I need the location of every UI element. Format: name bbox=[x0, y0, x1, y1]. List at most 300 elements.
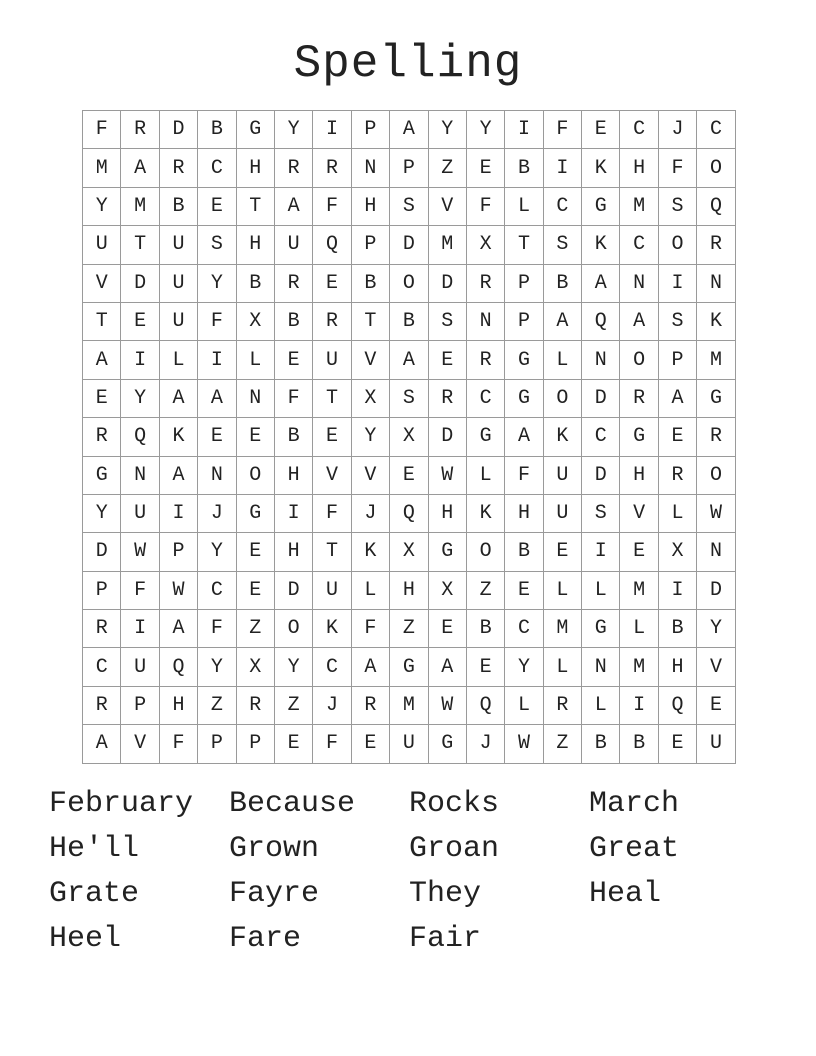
grid-cell: U bbox=[275, 226, 313, 264]
grid-cell: P bbox=[121, 687, 159, 725]
grid-cell: W bbox=[121, 533, 159, 571]
grid-cell: V bbox=[352, 341, 390, 379]
grid-cell: T bbox=[237, 188, 275, 226]
grid-cell: P bbox=[390, 149, 428, 187]
grid-cell: H bbox=[390, 572, 428, 610]
grid-cell: X bbox=[390, 418, 428, 456]
grid-cell: E bbox=[544, 533, 582, 571]
grid-cell: E bbox=[390, 457, 428, 495]
grid-cell: R bbox=[160, 149, 198, 187]
grid-cell: B bbox=[275, 303, 313, 341]
grid-cell: J bbox=[467, 725, 505, 763]
grid-cell: E bbox=[659, 725, 697, 763]
grid-cell: G bbox=[620, 418, 658, 456]
grid-cell: V bbox=[429, 188, 467, 226]
grid-cell: N bbox=[582, 648, 620, 686]
grid-cell: E bbox=[467, 149, 505, 187]
grid-cell: C bbox=[83, 648, 121, 686]
grid-cell: E bbox=[237, 533, 275, 571]
grid-cell: H bbox=[275, 533, 313, 571]
grid-cell: I bbox=[544, 149, 582, 187]
grid-cell: K bbox=[697, 303, 735, 341]
grid-cell: Z bbox=[237, 610, 275, 648]
grid-cell: G bbox=[697, 380, 735, 418]
grid-cell: L bbox=[505, 687, 543, 725]
grid-cell: X bbox=[467, 226, 505, 264]
grid-cell: O bbox=[620, 341, 658, 379]
grid-cell: O bbox=[697, 149, 735, 187]
grid-cell: B bbox=[352, 265, 390, 303]
grid-cell: Y bbox=[83, 495, 121, 533]
grid-cell: S bbox=[429, 303, 467, 341]
grid-cell: R bbox=[697, 418, 735, 456]
grid-cell: K bbox=[582, 149, 620, 187]
grid-cell: I bbox=[582, 533, 620, 571]
word-list-item: Grate bbox=[49, 877, 140, 911]
grid-cell: E bbox=[429, 610, 467, 648]
grid-cell: S bbox=[390, 380, 428, 418]
grid-cell: Z bbox=[198, 687, 236, 725]
grid-cell: L bbox=[160, 341, 198, 379]
grid-cell: A bbox=[83, 725, 121, 763]
grid-cell: V bbox=[83, 265, 121, 303]
grid-cell: C bbox=[697, 111, 735, 149]
grid-cell: I bbox=[160, 495, 198, 533]
grid-cell: E bbox=[275, 341, 313, 379]
grid-cell: T bbox=[121, 226, 159, 264]
grid-cell: G bbox=[237, 111, 275, 149]
grid-cell: U bbox=[160, 226, 198, 264]
grid-cell: M bbox=[429, 226, 467, 264]
grid-cell: L bbox=[544, 572, 582, 610]
grid-cell: G bbox=[505, 380, 543, 418]
grid-cell: A bbox=[620, 303, 658, 341]
grid-cell: T bbox=[313, 533, 351, 571]
grid-cell: W bbox=[429, 687, 467, 725]
grid-cell: G bbox=[390, 648, 428, 686]
grid-cell: V bbox=[313, 457, 351, 495]
grid-cell: K bbox=[160, 418, 198, 456]
grid-cell: K bbox=[313, 610, 351, 648]
grid-cell: E bbox=[198, 418, 236, 456]
grid-cell: G bbox=[582, 188, 620, 226]
grid-cell: E bbox=[659, 418, 697, 456]
grid-cell: W bbox=[697, 495, 735, 533]
grid-cell: E bbox=[83, 380, 121, 418]
grid-cell: P bbox=[198, 725, 236, 763]
grid-cell: B bbox=[505, 149, 543, 187]
grid-cell: W bbox=[429, 457, 467, 495]
grid-cell: C bbox=[582, 418, 620, 456]
grid-cell: E bbox=[582, 111, 620, 149]
grid-cell: Q bbox=[390, 495, 428, 533]
word-list-item: Fayre bbox=[229, 877, 320, 911]
grid-cell: F bbox=[467, 188, 505, 226]
grid-cell: K bbox=[467, 495, 505, 533]
grid-cell: E bbox=[313, 265, 351, 303]
grid-cell: E bbox=[237, 418, 275, 456]
word-list-item: They bbox=[409, 877, 482, 911]
word-search-grid bbox=[82, 110, 736, 764]
grid-cell: R bbox=[697, 226, 735, 264]
grid-cell: I bbox=[275, 495, 313, 533]
grid-cell: I bbox=[121, 610, 159, 648]
grid-cell: I bbox=[121, 341, 159, 379]
grid-cell: R bbox=[121, 111, 159, 149]
grid-cell: D bbox=[582, 380, 620, 418]
grid-cell: Y bbox=[83, 188, 121, 226]
grid-cell: A bbox=[275, 188, 313, 226]
grid-cell: F bbox=[275, 380, 313, 418]
grid-cell: Q bbox=[697, 188, 735, 226]
grid-cell: Y bbox=[275, 111, 313, 149]
grid-cell: C bbox=[505, 610, 543, 648]
grid-cell: X bbox=[659, 533, 697, 571]
grid-cell: J bbox=[659, 111, 697, 149]
grid-cell: P bbox=[659, 341, 697, 379]
grid-cell: Q bbox=[121, 418, 159, 456]
grid-cell: M bbox=[121, 188, 159, 226]
grid-cell: G bbox=[505, 341, 543, 379]
grid-cell: G bbox=[429, 533, 467, 571]
grid-cell: F bbox=[121, 572, 159, 610]
grid-cell: C bbox=[544, 188, 582, 226]
grid-cell: Y bbox=[121, 380, 159, 418]
grid-cell: B bbox=[237, 265, 275, 303]
grid-cell: R bbox=[429, 380, 467, 418]
grid-cell: S bbox=[659, 303, 697, 341]
grid-cell: S bbox=[659, 188, 697, 226]
word-list-item: Rocks bbox=[409, 787, 500, 821]
grid-cell: F bbox=[544, 111, 582, 149]
grid-cell: D bbox=[390, 226, 428, 264]
grid-cell: I bbox=[620, 687, 658, 725]
grid-cell: Y bbox=[697, 610, 735, 648]
grid-cell: N bbox=[697, 265, 735, 303]
grid-cell: A bbox=[659, 380, 697, 418]
grid-cell: Z bbox=[275, 687, 313, 725]
grid-cell: U bbox=[160, 265, 198, 303]
grid-cell: J bbox=[352, 495, 390, 533]
grid-cell: R bbox=[313, 303, 351, 341]
grid-cell: Q bbox=[467, 687, 505, 725]
grid-cell: Y bbox=[198, 265, 236, 303]
grid-cell: E bbox=[237, 572, 275, 610]
grid-cell: U bbox=[313, 572, 351, 610]
grid-cell: C bbox=[620, 111, 658, 149]
word-list-item: February bbox=[49, 787, 194, 821]
grid-cell: N bbox=[467, 303, 505, 341]
grid-cell: N bbox=[237, 380, 275, 418]
grid-cell: H bbox=[659, 648, 697, 686]
grid-cell: P bbox=[83, 572, 121, 610]
grid-cell: A bbox=[505, 418, 543, 456]
grid-cell: Z bbox=[467, 572, 505, 610]
grid-cell: A bbox=[544, 303, 582, 341]
grid-cell: F bbox=[83, 111, 121, 149]
grid-cell: F bbox=[352, 610, 390, 648]
grid-cell: L bbox=[352, 572, 390, 610]
grid-cell: G bbox=[467, 418, 505, 456]
grid-cell: M bbox=[697, 341, 735, 379]
grid-cell: L bbox=[620, 610, 658, 648]
grid-cell: G bbox=[582, 610, 620, 648]
word-list-item: Grown bbox=[229, 832, 320, 866]
grid-cell: O bbox=[390, 265, 428, 303]
grid-cell: O bbox=[275, 610, 313, 648]
grid-cell: L bbox=[467, 457, 505, 495]
grid-cell: I bbox=[659, 265, 697, 303]
grid-cell: J bbox=[198, 495, 236, 533]
grid-cell: I bbox=[198, 341, 236, 379]
grid-cell: R bbox=[237, 687, 275, 725]
grid-cell: P bbox=[505, 265, 543, 303]
grid-cell: U bbox=[121, 495, 159, 533]
grid-cell: H bbox=[620, 457, 658, 495]
grid-cell: F bbox=[313, 725, 351, 763]
grid-cell: E bbox=[505, 572, 543, 610]
grid-cell: A bbox=[582, 265, 620, 303]
grid-cell: H bbox=[275, 457, 313, 495]
grid-cell: O bbox=[544, 380, 582, 418]
grid-cell: T bbox=[352, 303, 390, 341]
grid-cell: A bbox=[160, 457, 198, 495]
word-list-item: Groan bbox=[409, 832, 500, 866]
word-list-item: Great bbox=[589, 832, 680, 866]
grid-cell: N bbox=[352, 149, 390, 187]
grid-cell: E bbox=[620, 533, 658, 571]
grid-cell: O bbox=[467, 533, 505, 571]
word-list-item: Heel bbox=[49, 922, 122, 956]
grid-cell: E bbox=[467, 648, 505, 686]
grid-cell: K bbox=[582, 226, 620, 264]
grid-cell: Y bbox=[467, 111, 505, 149]
grid-cell: U bbox=[544, 495, 582, 533]
grid-cell: A bbox=[160, 380, 198, 418]
grid-cell: A bbox=[390, 341, 428, 379]
grid-cell: B bbox=[659, 610, 697, 648]
grid-cell: B bbox=[582, 725, 620, 763]
grid-cell: X bbox=[390, 533, 428, 571]
grid-cell: R bbox=[544, 687, 582, 725]
grid-cell: H bbox=[237, 149, 275, 187]
grid-cell: K bbox=[544, 418, 582, 456]
grid-cell: E bbox=[313, 418, 351, 456]
grid-cell: B bbox=[160, 188, 198, 226]
grid-cell: F bbox=[198, 303, 236, 341]
grid-cell: L bbox=[582, 687, 620, 725]
grid-cell: A bbox=[121, 149, 159, 187]
grid-cell: O bbox=[697, 457, 735, 495]
grid-cell: D bbox=[697, 572, 735, 610]
grid-cell: A bbox=[83, 341, 121, 379]
grid-cell: C bbox=[198, 572, 236, 610]
grid-cell: T bbox=[83, 303, 121, 341]
grid-cell: C bbox=[313, 648, 351, 686]
grid-cell: B bbox=[390, 303, 428, 341]
grid-cell: N bbox=[198, 457, 236, 495]
grid-cell: Q bbox=[659, 687, 697, 725]
grid-cell: U bbox=[313, 341, 351, 379]
grid-cell: P bbox=[352, 226, 390, 264]
word-list-item: Fare bbox=[229, 922, 302, 956]
grid-cell: G bbox=[83, 457, 121, 495]
grid-cell: S bbox=[390, 188, 428, 226]
grid-cell: Y bbox=[505, 648, 543, 686]
grid-cell: R bbox=[620, 380, 658, 418]
grid-cell: Y bbox=[429, 111, 467, 149]
grid-cell: N bbox=[697, 533, 735, 571]
grid-cell: W bbox=[160, 572, 198, 610]
grid-cell: L bbox=[544, 341, 582, 379]
grid-cell: M bbox=[620, 188, 658, 226]
grid-cell: R bbox=[467, 265, 505, 303]
grid-cell: E bbox=[352, 725, 390, 763]
grid-cell: B bbox=[544, 265, 582, 303]
grid-cell: H bbox=[352, 188, 390, 226]
grid-cell: U bbox=[390, 725, 428, 763]
grid-cell: R bbox=[83, 610, 121, 648]
grid-cell: H bbox=[160, 687, 198, 725]
grid-cell: E bbox=[275, 725, 313, 763]
grid-cell: U bbox=[544, 457, 582, 495]
grid-cell: M bbox=[390, 687, 428, 725]
grid-cell: B bbox=[620, 725, 658, 763]
grid-cell: A bbox=[198, 380, 236, 418]
grid-cell: P bbox=[237, 725, 275, 763]
grid-cell: W bbox=[505, 725, 543, 763]
word-list-item: Because bbox=[229, 787, 356, 821]
grid-cell: G bbox=[429, 725, 467, 763]
grid-cell: F bbox=[505, 457, 543, 495]
grid-cell: R bbox=[83, 687, 121, 725]
grid-cell: T bbox=[313, 380, 351, 418]
grid-cell: A bbox=[429, 648, 467, 686]
grid-cell: F bbox=[659, 149, 697, 187]
grid-cell: R bbox=[467, 341, 505, 379]
grid-cell: A bbox=[390, 111, 428, 149]
grid-cell: E bbox=[121, 303, 159, 341]
grid-cell: J bbox=[313, 687, 351, 725]
grid-cell: X bbox=[237, 648, 275, 686]
grid-cell: Q bbox=[160, 648, 198, 686]
grid-cell: E bbox=[429, 341, 467, 379]
grid-cell: S bbox=[544, 226, 582, 264]
grid-cell: V bbox=[697, 648, 735, 686]
grid-cell: Y bbox=[198, 648, 236, 686]
grid-cell: Y bbox=[198, 533, 236, 571]
grid-cell: I bbox=[659, 572, 697, 610]
grid-cell: R bbox=[313, 149, 351, 187]
grid-cell: O bbox=[237, 457, 275, 495]
grid-cell: C bbox=[198, 149, 236, 187]
grid-cell: H bbox=[620, 149, 658, 187]
grid-cell: V bbox=[352, 457, 390, 495]
grid-cell: B bbox=[198, 111, 236, 149]
grid-cell: F bbox=[198, 610, 236, 648]
grid-cell: N bbox=[121, 457, 159, 495]
word-list-item: Heal bbox=[589, 877, 662, 911]
grid-cell: Q bbox=[313, 226, 351, 264]
grid-cell: Y bbox=[352, 418, 390, 456]
grid-cell: M bbox=[620, 648, 658, 686]
grid-cell: M bbox=[620, 572, 658, 610]
grid-cell: D bbox=[582, 457, 620, 495]
grid-cell: O bbox=[659, 226, 697, 264]
grid-cell: D bbox=[160, 111, 198, 149]
grid-cell: Z bbox=[544, 725, 582, 763]
page-title: Spelling bbox=[293, 38, 523, 90]
grid-cell: C bbox=[620, 226, 658, 264]
grid-cell: T bbox=[505, 226, 543, 264]
grid-cell: R bbox=[83, 418, 121, 456]
grid-cell: Y bbox=[275, 648, 313, 686]
grid-cell: D bbox=[429, 265, 467, 303]
grid-cell: S bbox=[582, 495, 620, 533]
grid-cell: Z bbox=[390, 610, 428, 648]
grid-cell: F bbox=[313, 188, 351, 226]
grid-cell: E bbox=[697, 687, 735, 725]
grid-cell: H bbox=[429, 495, 467, 533]
grid-cell: D bbox=[429, 418, 467, 456]
grid-cell: D bbox=[83, 533, 121, 571]
grid-cell: L bbox=[659, 495, 697, 533]
grid-cell: A bbox=[352, 648, 390, 686]
grid-cell: L bbox=[237, 341, 275, 379]
grid-cell: M bbox=[83, 149, 121, 187]
grid-cell: X bbox=[237, 303, 275, 341]
grid-cell: U bbox=[83, 226, 121, 264]
grid-cell: U bbox=[160, 303, 198, 341]
grid-cell: D bbox=[275, 572, 313, 610]
word-list-item: Fair bbox=[409, 922, 482, 956]
grid-cell: C bbox=[467, 380, 505, 418]
grid-cell: U bbox=[697, 725, 735, 763]
grid-cell: N bbox=[620, 265, 658, 303]
grid-cell: Q bbox=[582, 303, 620, 341]
grid-cell: V bbox=[620, 495, 658, 533]
grid-cell: B bbox=[275, 418, 313, 456]
grid-cell: A bbox=[160, 610, 198, 648]
grid-cell: R bbox=[352, 687, 390, 725]
grid-cell: R bbox=[275, 149, 313, 187]
grid-cell: H bbox=[237, 226, 275, 264]
grid-cell: X bbox=[429, 572, 467, 610]
grid-cell: B bbox=[505, 533, 543, 571]
grid-cell: L bbox=[505, 188, 543, 226]
grid-cell: L bbox=[544, 648, 582, 686]
grid-cell: L bbox=[582, 572, 620, 610]
grid-cell: R bbox=[659, 457, 697, 495]
grid-cell: V bbox=[121, 725, 159, 763]
grid-cell: U bbox=[121, 648, 159, 686]
grid-cell: F bbox=[160, 725, 198, 763]
grid-cell: D bbox=[121, 265, 159, 303]
grid-cell: M bbox=[544, 610, 582, 648]
word-list-item: He'll bbox=[49, 832, 140, 866]
grid-cell: I bbox=[313, 111, 351, 149]
grid-cell: I bbox=[505, 111, 543, 149]
grid-cell: P bbox=[352, 111, 390, 149]
grid-cell: P bbox=[505, 303, 543, 341]
grid-cell: S bbox=[198, 226, 236, 264]
word-list bbox=[49, 784, 769, 964]
grid-cell: R bbox=[275, 265, 313, 303]
grid-cell: Z bbox=[429, 149, 467, 187]
grid-cell: H bbox=[505, 495, 543, 533]
grid-cell: G bbox=[237, 495, 275, 533]
grid-cell: B bbox=[467, 610, 505, 648]
